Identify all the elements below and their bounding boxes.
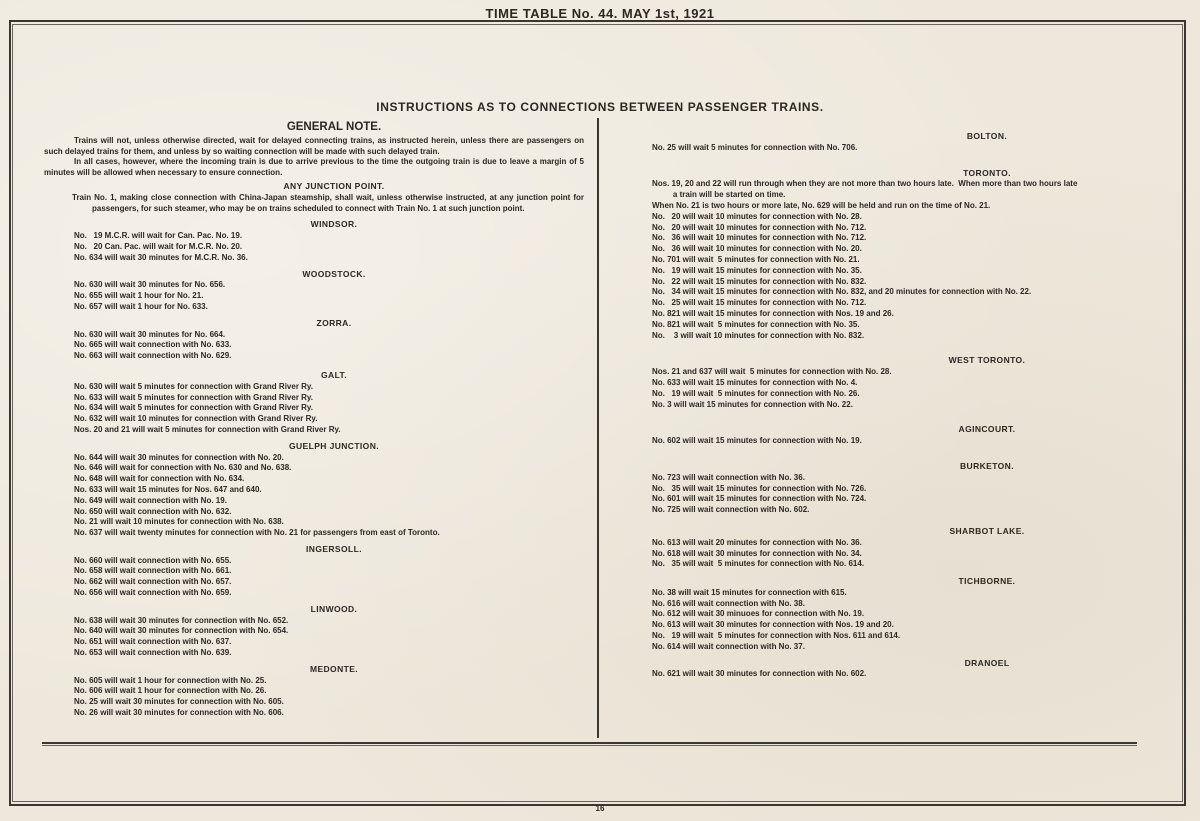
any-junction-heading: ANY JUNCTION POINT. [283, 180, 385, 191]
general-note-heading: GENERAL NOTE. [286, 121, 382, 133]
station-section [44, 269, 584, 313]
station-heading: WINDSOR. [310, 219, 358, 230]
connection-line: No. 663 will wait connection with No. 629. [74, 351, 232, 361]
connection-line: No. 648 will wait for connection with No. 634. [74, 474, 245, 484]
connection-line: a train will be started on time. [664, 190, 786, 200]
connection-line: No. 634 will wait 30 minutes for M.C.R. No. 36. [74, 252, 248, 262]
connection-line: No. 38 will wait 15 minutes for connection with 615. [652, 587, 847, 597]
connection-line: No. 655 will wait 1 hour for No. 21. [74, 291, 204, 301]
connection-line: No. 644 will wait 30 minutes for connection with No. 20. [74, 452, 284, 462]
column-divider [597, 118, 599, 738]
connection-line: No. 36 will wait 10 minutes for connection with No. 712. [652, 233, 867, 243]
connection-line: No. 662 will wait connection with No. 657. [74, 577, 232, 587]
connection-line: No. 632 will wait 10 minutes for connection with Grand River Ry. [74, 414, 318, 424]
connection-line: Nos. 21 and 637 will wait 5 minutes for connection with No. 28. [652, 367, 892, 377]
connection-line: No. 821 will wait 5 minutes for connection with No. 35. [652, 319, 860, 329]
page-heading: INSTRUCTIONS AS TO CONNECTIONS BETWEEN PASSENGER TRAINS. [376, 100, 824, 114]
station-heading: LINWOOD. [310, 603, 358, 614]
connection-line: No. 723 will wait connection with No. 36. [652, 472, 805, 482]
connection-line: No. 821 will wait 15 minutes for connection with Nos. 19 and 26. [652, 308, 894, 318]
connection-line: No. 20 will wait 10 minutes for connection with No. 28. [652, 211, 862, 221]
station-section [652, 461, 1162, 516]
connection-line: No. 630 will wait 30 minutes for No. 664. [74, 329, 226, 339]
connection-line: No. 613 will wait 30 minutes for connection with Nos. 19 and 20. [652, 620, 894, 630]
station-heading: ZORRA. [316, 317, 352, 328]
station-section [652, 168, 1162, 342]
station-heading: GALT. [321, 369, 347, 380]
connection-line: No. 19 will wait 5 minutes for connection with No. 26. [652, 388, 860, 398]
connection-line: No. 630 will wait 30 minutes for No. 656. [74, 280, 226, 290]
connection-line: No. 637 will wait twenty minutes for connection with No. 21 for passengers from east of Toronto. [74, 528, 440, 538]
connection-line: No. 614 will wait connection with No. 37. [652, 641, 805, 651]
connection-line: When No. 21 is two hours or more late, No. 629 will be held and run on the time of No. 21. [652, 200, 991, 210]
station-section [44, 604, 584, 659]
connection-line: No. 633 will wait 15 minutes for connection with No. 4. [652, 377, 858, 387]
connection-line: No. 634 will wait 5 minutes for connection with Grand River Ry. [74, 403, 314, 413]
right-sections [652, 131, 1162, 680]
station-heading: TICHBORNE. [958, 576, 1016, 587]
station-heading: DRANOEL [964, 657, 1010, 668]
connection-line: No. 660 will wait connection with No. 655. [74, 555, 232, 565]
connection-line: No. 20 Can. Pac. will wait for M.C.R. No. 20. [74, 241, 243, 251]
connection-line: No. 640 will wait 30 minutes for connection with No. 654. [74, 626, 289, 636]
station-heading: WOODSTOCK. [302, 268, 366, 279]
station-section [44, 544, 584, 599]
connection-line: No. 657 will wait 1 hour for No. 633. [74, 301, 208, 311]
connection-line: No. 656 will wait connection with No. 659. [74, 588, 232, 598]
bottom-rule-thin [42, 745, 1137, 746]
station-section [652, 131, 1162, 154]
connection-line: No. 22 will wait 15 minutes for connection with No. 832. [652, 276, 867, 286]
connection-line: No. 601 will wait 15 minutes for connection with No. 724. [652, 494, 867, 504]
connection-line: No. 649 will wait connection with No. 19. [74, 495, 227, 505]
connection-line: No. 25 will wait 15 minutes for connection with No. 712. [652, 298, 867, 308]
station-section [652, 576, 1162, 653]
connection-line: Nos. 20 and 21 will wait 5 minutes for connection with Grand River Ry. [74, 424, 341, 434]
connection-line: No. 658 will wait connection with No. 661. [74, 566, 232, 576]
station-section [44, 219, 584, 263]
station-heading: TORONTO. [963, 167, 1011, 178]
connection-line: No. 621 will wait 30 minutes for connection with No. 602. [652, 669, 867, 679]
connection-line: No. 21 will wait 10 minutes for connection with No. 638. [74, 517, 284, 527]
station-heading: AGINCOURT. [958, 424, 1016, 435]
station-heading: GUELPH JUNCTION. [289, 440, 379, 451]
connection-line: Nos. 19, 20 and 22 will run through when they are not more than two hours late. When more than two hours late [652, 179, 1078, 189]
connection-line: No. 616 will wait connection with No. 38. [652, 598, 805, 608]
connection-line: No. 725 will wait connection with No. 602. [652, 505, 810, 515]
timetable-title: TIME TABLE No. 44. MAY 1st, 1921 [485, 6, 715, 21]
right-column [652, 126, 1162, 680]
connection-line: No. 3 will wait 15 minutes for connection with No. 22. [652, 399, 853, 409]
connection-line: No. 19 M.C.R. will wait for Can. Pac. No. 19. [74, 231, 243, 241]
station-section [44, 441, 584, 539]
connection-line: No. 633 will wait 5 minutes for connection with Grand River Ry. [74, 392, 314, 402]
station-heading: INGERSOLL. [306, 543, 362, 554]
station-heading: WEST TORONTO. [948, 355, 1026, 366]
connection-line: No. 34 will wait 15 minutes for connection with No. 832, and 20 minutes for connection with No. 22. [652, 287, 1032, 297]
connection-line: No. 633 will wait 15 minutes for Nos. 647 and 640. [74, 484, 262, 494]
connection-line: No. 618 will wait 30 minutes for connection with No. 34. [652, 548, 862, 558]
connection-line: No. 638 will wait 30 minutes for connection with No. 652. [74, 615, 289, 625]
connection-line: No. 25 will wait 5 minutes for connection with No. 706. [652, 142, 858, 152]
any-junction-text: Train No. 1, making close connection with China-Japan steamship, shall wait, unless otherwise instructed, at any junction point for passengers, for such steamer, who may be on trains scheduled to connect with Train No. 1 at such junction point. [72, 192, 584, 213]
connection-line: No. 19 will wait 5 minutes for connection with Nos. 611 and 614. [652, 631, 901, 641]
page-number: 16 [595, 804, 605, 813]
bottom-rule [42, 742, 1137, 744]
station-heading: BOLTON. [966, 131, 1008, 141]
connection-line: No. 646 will wait for connection with No. 630 and No. 638. [74, 463, 292, 473]
connection-line: No. 3 will wait 10 minutes for connection with No. 832. [652, 330, 865, 340]
station-section [44, 664, 584, 719]
general-note-paragraph-1: Trains will not, unless otherwise directed, wait for delayed connecting trains, as instructed herein, unless there are passengers on such delayed trains for them, and unless by so waiting connection will be made with such delayed train. [44, 135, 584, 156]
connection-line: No. 26 will wait 30 minutes for connection with No. 606. [74, 708, 284, 718]
left-column [44, 122, 584, 719]
station-heading: SHARBOT LAKE. [949, 525, 1025, 536]
station-section [652, 355, 1162, 410]
station-section [652, 424, 1162, 447]
connection-line: No. 630 will wait 5 minutes for connection with Grand River Ry. [74, 381, 314, 391]
connection-line: No. 665 will wait connection with No. 633. [74, 340, 232, 350]
connection-line: No. 25 will wait 30 minutes for connection with No. 605. [74, 697, 284, 707]
station-section [44, 370, 584, 436]
left-sections [44, 219, 584, 718]
station-heading: BURKETON. [960, 460, 1014, 471]
general-note-paragraph-2: In all cases, however, where the incoming train is due to arrive previous to the time the outgoing train is due to leave a margin of 5 minutes will be allowed when necessary to ensure connection. [44, 157, 584, 178]
connection-line: No. 613 will wait 20 minutes for connection with No. 36. [652, 537, 862, 547]
connection-line: No. 651 will wait connection with No. 637. [74, 637, 232, 647]
connection-line: No. 612 will wait 30 minuoes for connection with No. 19. [652, 609, 865, 619]
connection-line: No. 36 will wait 10 minutes for connection with No. 20. [652, 244, 862, 254]
station-section [652, 658, 1162, 681]
connection-line: No. 19 will wait 15 minutes for connection with No. 35. [652, 265, 862, 275]
connection-line: No. 602 will wait 15 minutes for connection with No. 19. [652, 436, 862, 446]
station-heading: MEDONTE. [309, 663, 359, 674]
connection-line: No. 606 will wait 1 hour for connection with No. 26. [74, 686, 267, 696]
connection-line: No. 650 will wait connection with No. 632. [74, 506, 232, 516]
connection-line: No. 35 will wait 15 minutes for connection with No. 726. [652, 483, 867, 493]
connection-line: No. 20 will wait 10 minutes for connection with No. 712. [652, 222, 867, 232]
connection-line: No. 605 will wait 1 hour for connection with No. 25. [74, 675, 267, 685]
connection-line: No. 35 will wait 5 minutes for connection with No. 614. [652, 559, 865, 569]
station-section [44, 318, 584, 362]
connection-line: No. 653 will wait connection with No. 639. [74, 648, 232, 658]
connection-line: No. 701 will wait 5 minutes for connection with No. 21. [652, 254, 860, 264]
station-section [652, 526, 1162, 570]
